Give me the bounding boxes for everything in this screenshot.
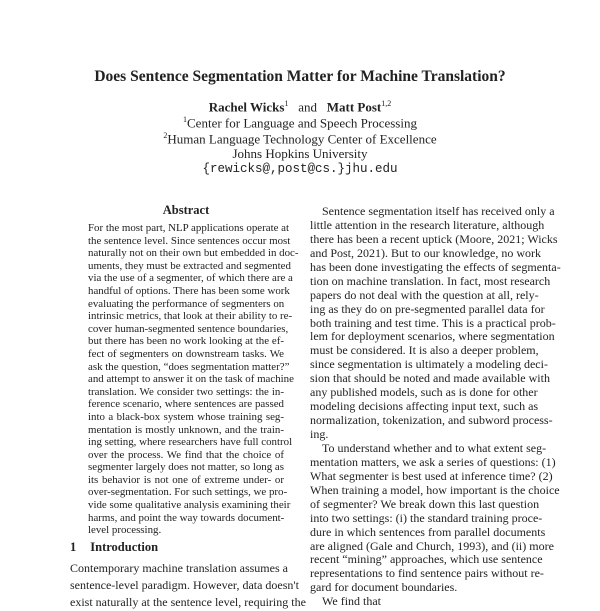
- paper-title: Does Sentence Segmentation Matter for Machine Translation?: [94, 68, 506, 85]
- affiliation-text: Johns Hopkins University: [232, 146, 368, 161]
- text-line: representations to find sentence pairs without re-: [310, 566, 544, 581]
- text-line: little attention in the research literature, although: [310, 217, 545, 232]
- author-name: Matt Post: [326, 99, 382, 115]
- author-affiliation-mark: 1: [284, 99, 289, 108]
- author-affiliation-mark: 1,2: [381, 99, 392, 108]
- author-separator: and: [298, 99, 317, 115]
- text-line: both training and test time. This is a practical prob-: [310, 315, 556, 330]
- text-line: via the use of a segmenter, of which there are a: [88, 272, 293, 285]
- text-line: tion on machine translation. In fact, most research: [310, 273, 551, 288]
- text-line: of segmenter? We break down this last question: [310, 496, 540, 511]
- text-line: its behavior is not one of extreme under- or: [88, 473, 284, 486]
- text-line: Sentence segmentation itself has received only a: [322, 204, 555, 218]
- text-line: translation. We consider two settings: the in-: [88, 385, 284, 398]
- text-line: mentation matters, we ask a series of questions: (1): [310, 454, 556, 469]
- text-line: segmenter largely does not matter, so long as: [88, 461, 284, 474]
- text-line: and attempt to answer it on the task of machine: [88, 373, 294, 386]
- text-line: there has been a recent uptick (Moore, 2021; Wicks: [310, 231, 558, 246]
- section-heading: [70, 540, 172, 555]
- text-line: dure in which sentences from parallel documents: [310, 524, 546, 539]
- text-line: For the most part, NLP applications operate at: [88, 222, 290, 234]
- section-title: Introduction: [90, 540, 159, 554]
- text-line: the sentence level. Since sentences occur most: [88, 234, 291, 247]
- text-line: modeling decisions affecting input text, such as: [310, 399, 539, 414]
- text-line: into a black-box system whose training seg-: [88, 410, 284, 423]
- text-line: fect of segmenters on downstream tasks. We: [88, 347, 284, 360]
- text-line: but there has been no work looking at the ef-: [88, 335, 284, 348]
- affiliation: [0, 146, 600, 162]
- text-line: sion that should be noted and made available with: [310, 371, 550, 386]
- text-line: ing setting, where researchers have full control: [88, 436, 293, 449]
- text-line: are aligned (Gale and Church, 1993), and (ii) more: [310, 538, 554, 553]
- text-line: naturally not on their own but embedded in doc-: [88, 247, 299, 260]
- intro-body: [70, 560, 306, 611]
- text-line: ing.: [310, 427, 329, 441]
- text-line: over the process. We find that the choice of: [88, 448, 284, 461]
- text-line: must be considered. It is also a deeper problem,: [310, 343, 539, 358]
- author-email: {rewicks@,post@cs.}jhu.edu: [202, 162, 398, 176]
- text-line: evaluating the performance of segmenters on: [88, 297, 285, 310]
- text-line: harms, and point the way towards document-: [88, 511, 285, 524]
- affiliation: [0, 131, 600, 147]
- right-column-body: [310, 204, 561, 609]
- text-line: papers do not deal with the question at all, rely-: [310, 287, 539, 302]
- text-line: We find that: [322, 594, 382, 609]
- text-line: gard for document boundaries.: [310, 580, 458, 595]
- text-line: Contemporary machine translation assumes a: [70, 561, 288, 575]
- text-line: To understand whether and to what extent seg-: [322, 440, 547, 455]
- abstract-heading: Abstract: [162, 203, 210, 217]
- text-line: normalization, tokenization, and subword process-: [310, 413, 553, 428]
- affiliation-text: Center for Language and Speech Processing: [187, 115, 417, 131]
- author-list: [0, 99, 600, 115]
- text-line: mentation is mostly unknown, and the train-: [88, 423, 284, 436]
- text-line: level processing.: [88, 524, 162, 537]
- text-line: What segmenter is best used at inference time? (2): [310, 468, 553, 483]
- text-line: ing as they do on pre-segmented parallel data for: [310, 301, 545, 316]
- section-number: 1: [70, 540, 77, 554]
- text-line: has been done investigating the effects of segmenta-: [310, 259, 561, 274]
- text-line: lem for deployment scenarios, where segmentation: [310, 329, 555, 344]
- affiliation-text: Human Language Technology Center of Excellence: [167, 131, 437, 147]
- text-line: sentence-level paradigm. However, data doesn't: [70, 578, 299, 592]
- affiliation-mark: 2: [163, 131, 168, 140]
- text-line: ask the question, “does segmentation matter?”: [88, 360, 290, 373]
- text-line: since segmentation is ultimately a modeling deci-: [310, 357, 548, 372]
- text-line: into two settings: (i) the standard training proce-: [310, 510, 543, 525]
- affiliation: [0, 115, 600, 131]
- text-line: any published models, such as is done for other: [310, 385, 538, 400]
- text-line: uments, they must be extracted and segmented: [88, 259, 291, 272]
- text-line: handful of options. There has been some work: [88, 284, 290, 297]
- text-line: recent “mining” approaches, which use sentence: [310, 552, 543, 567]
- text-line: exist naturally at the sentence level, requiring the: [70, 595, 306, 609]
- author-name: Rachel Wicks: [208, 99, 285, 115]
- text-line: vide some qualitative analysis examining their: [88, 499, 291, 512]
- text-line: When training a model, how important is the choice: [310, 482, 560, 497]
- text-line: over-segmentation. For such settings, we pro-: [88, 486, 288, 499]
- text-line: ference scenario, where sentences are passed: [88, 398, 284, 411]
- text-line: intrinsic metrics, that look at their ability to re-: [88, 310, 293, 323]
- text-line: cover human-segmented sentence boundaries,: [88, 322, 289, 335]
- abstract-body: [88, 222, 299, 537]
- text-line: and Post, 2021). But to our knowledge, no work: [310, 245, 541, 260]
- affiliation-mark: 1: [183, 115, 188, 124]
